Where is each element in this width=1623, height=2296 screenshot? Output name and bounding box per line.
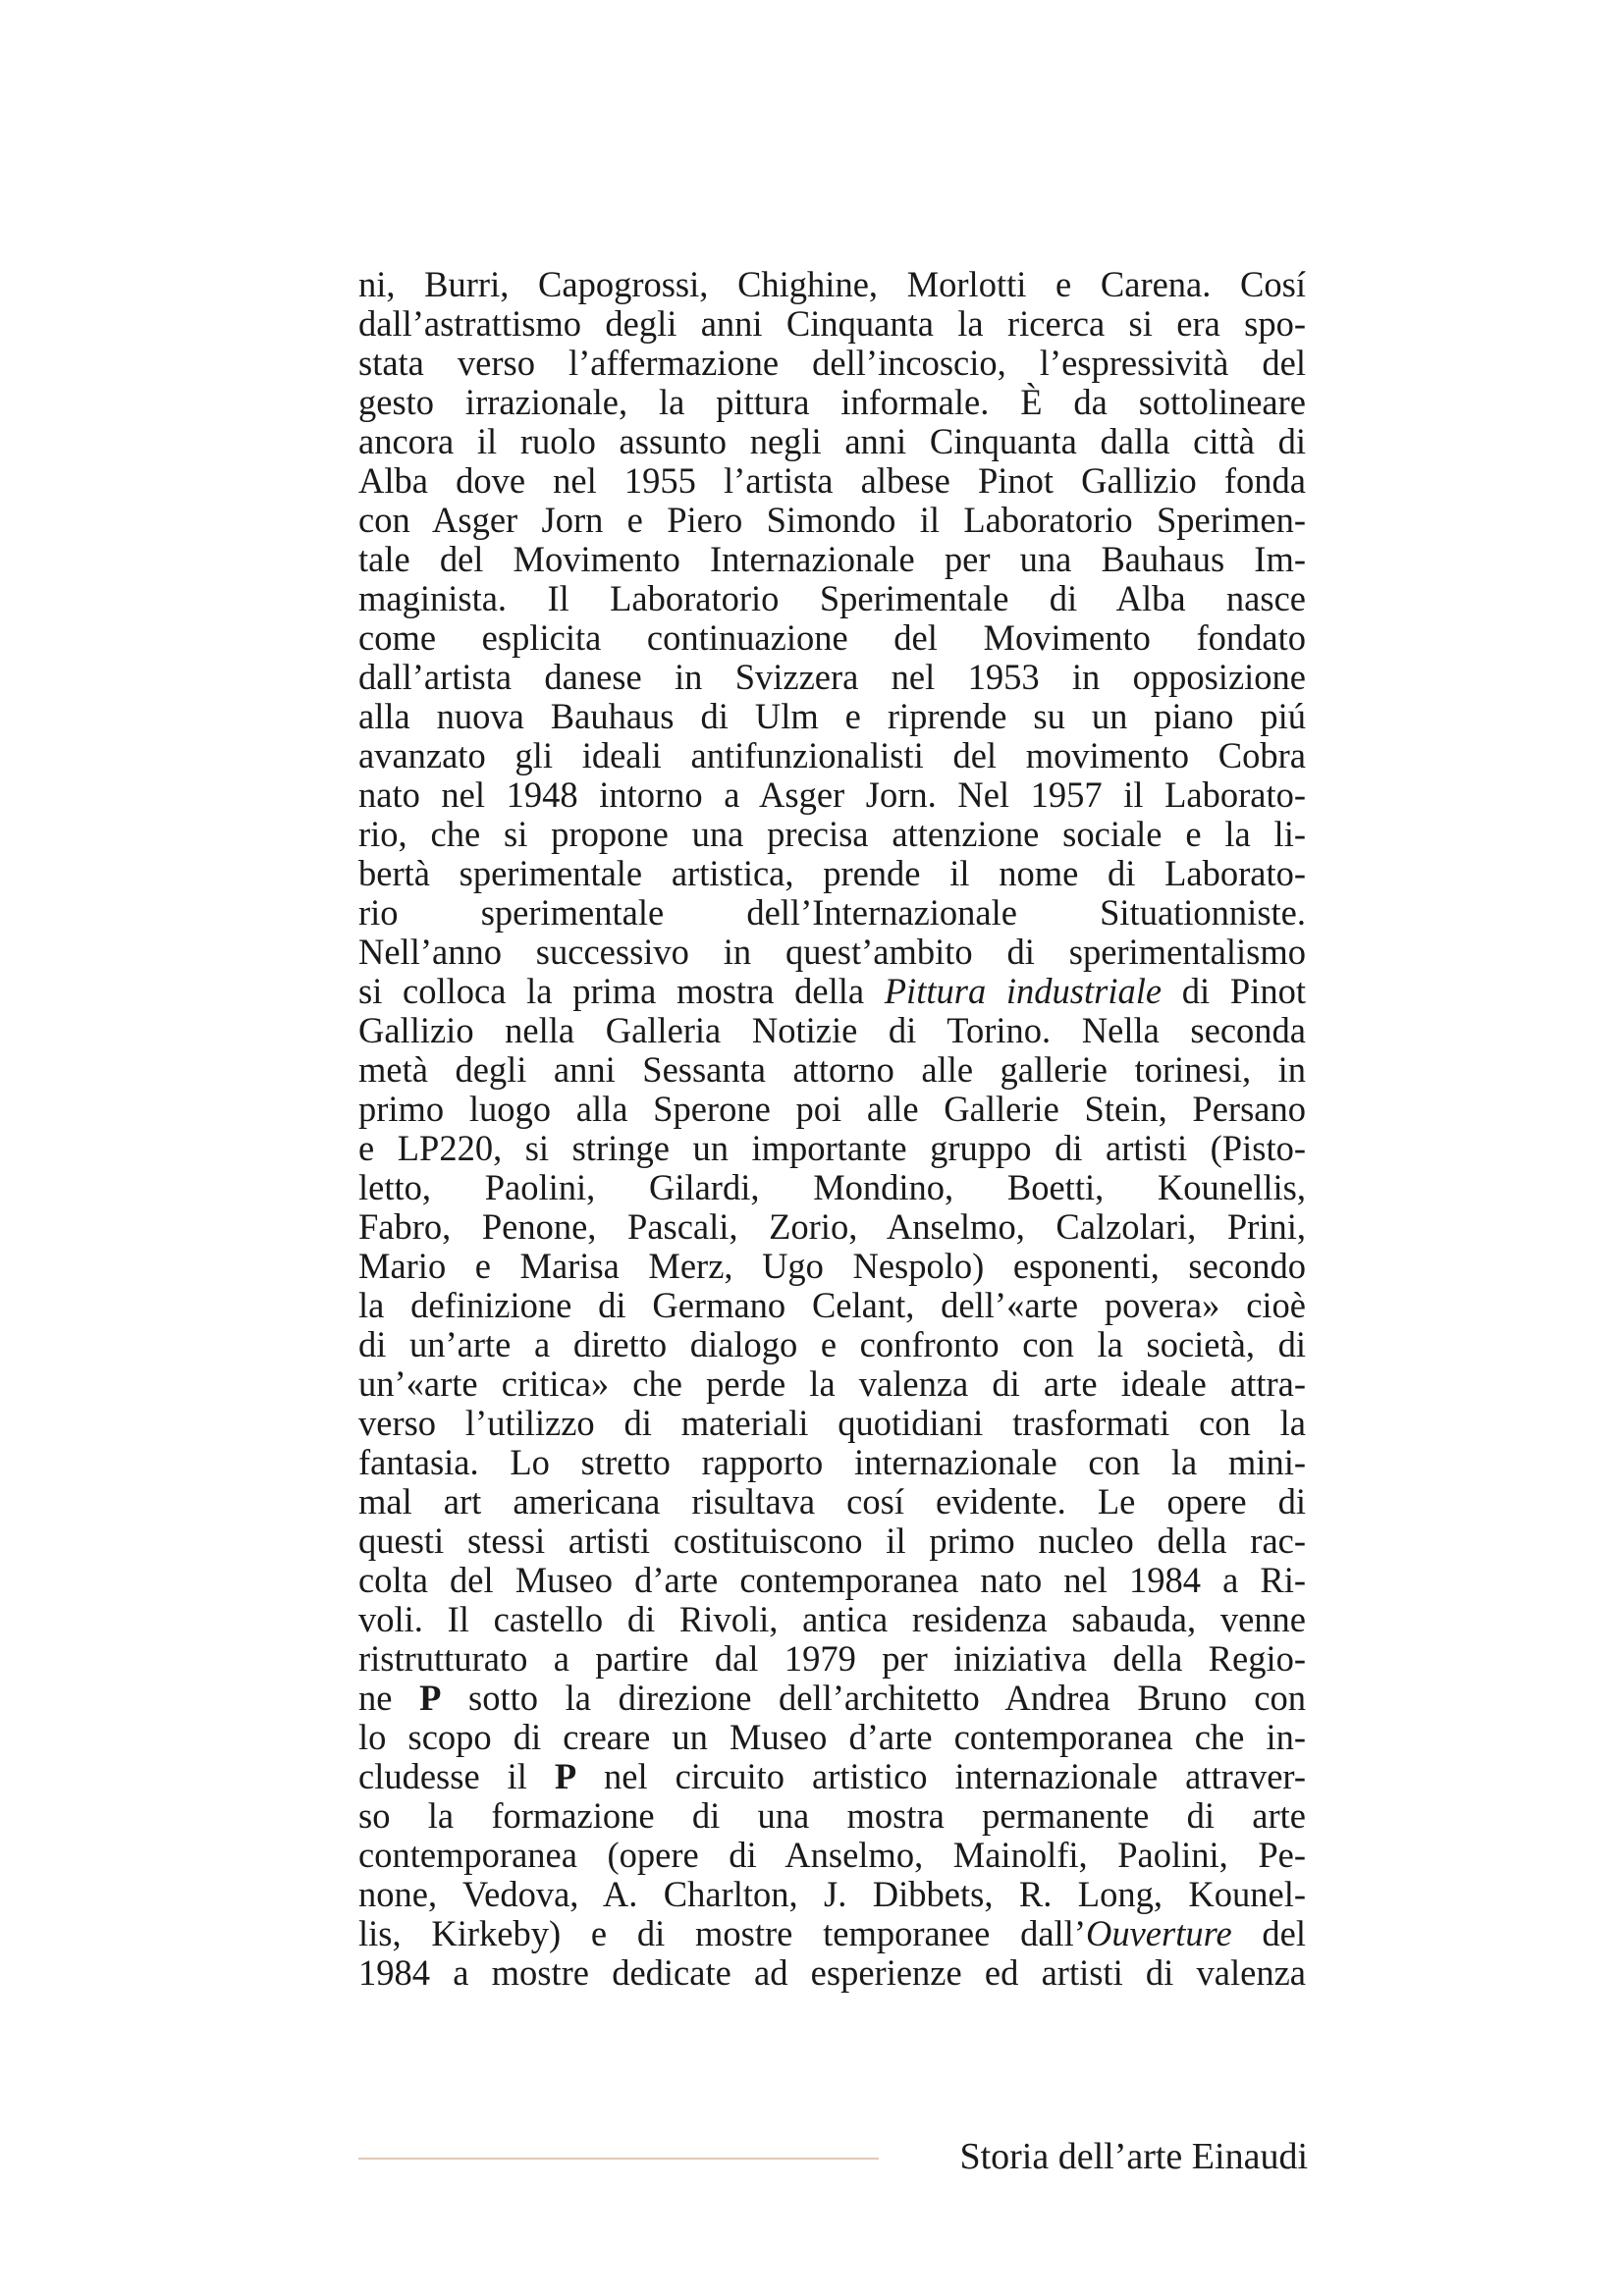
text-line: questi stessi artisti costituiscono il primo nucleo della rac- [358, 1521, 1306, 1561]
text-run: di Pinot [1162, 971, 1306, 1011]
text-line: rio sperimentale dell’Internazionale Situationniste. [358, 892, 1306, 933]
text-line: ancora il ruolo assunto negli anni Cinquanta dalla città di [358, 421, 1306, 461]
text-line: Alba dove nel 1955 l’artista albese Pinot Gallizio fonda [358, 460, 1306, 501]
text-line [358, 972, 1306, 1011]
text-line: letto, Paolini, Gilardi, Mondino, Boetti, Kounellis, [358, 1167, 1306, 1207]
text-line: colta del Museo d’arte contemporanea nato nel 1984 a Ri- [358, 1560, 1306, 1600]
text-line: come esplicita continuazione del Movimento fondato [358, 617, 1306, 658]
page-footer [358, 2132, 1308, 2181]
body-text [358, 265, 1306, 1993]
text-line: Nell’anno successivo in quest’ambito di sperimentalismo [358, 932, 1306, 972]
text-line: con Asger Jorn e Piero Simondo il Laboratorio Sperimen- [358, 500, 1306, 540]
italic-title-pittura-industriale: Pittura industriale [884, 971, 1163, 1011]
text-line: so la formazione di una mostra permanente di arte [358, 1795, 1306, 1836]
footer-divider [358, 2158, 879, 2160]
text-line: fantasia. Lo stretto rapporto internazionale con la mini- [358, 1442, 1306, 1482]
text-line: maginista. Il Laboratorio Sperimentale di Alba nasce [358, 578, 1306, 618]
text-line: contemporanea (opere di Anselmo, Mainolfi, Paolini, Pe- [358, 1835, 1306, 1875]
text-line: primo luogo alla Sperone poi alle Gallerie Stein, Persano [358, 1089, 1306, 1129]
text-line: metà degli anni Sessanta attorno alle gallerie torinesi, in [358, 1049, 1306, 1090]
text-line: verso l’utilizzo di materiali quotidiani trasformati con la [358, 1403, 1306, 1443]
text-line [358, 1914, 1306, 1953]
footer-title: Storia dell’arte Einaudi [959, 2136, 1308, 2177]
text-line: tale del Movimento Internazionale per una Bauhaus Im- [358, 539, 1306, 579]
text-run: lis, Kirkeby) e di mostre temporanee dall’ [358, 1913, 1086, 1953]
text-run: sotto la direzione dell’architetto Andrea Bruno con [441, 1678, 1306, 1718]
text-line: ni, Burri, Capogrossi, Chighine, Morlotti e Carena. Cosí [358, 264, 1306, 304]
text-line: la definizione di Germano Celant, dell’«arte povera» cioè [358, 1285, 1306, 1325]
text-line: e LP220, si stringe un importante gruppo di artisti (Pisto- [358, 1128, 1306, 1168]
text-line: Gallizio nella Galleria Notizie di Torino. Nella seconda [358, 1010, 1306, 1050]
text-run: si colloca la prima mostra della [358, 971, 885, 1011]
text-line: Mario e Marisa Merz, Ugo Nespolo) esponenti, secondo [358, 1246, 1306, 1286]
text-line: 1984 a mostre dedicate ad esperienze ed artisti di valenza [358, 1952, 1306, 1993]
text-line [358, 1757, 1306, 1796]
text-line: dall’artista danese in Svizzera nel 1953 in opposizione [358, 657, 1306, 697]
text-line: mal art americana risultava cosí evidente. Le opere di [358, 1481, 1306, 1522]
text-line: none, Vedova, A. Charlton, J. Dibbets, R. Long, Kounel- [358, 1874, 1306, 1914]
text-line: rio, che si propone una precisa attenzione sociale e la li- [358, 814, 1306, 854]
text-run: nel circuito artistico internazionale attraver- [576, 1756, 1307, 1796]
text-run: del [1231, 1913, 1306, 1953]
text-line: lo scopo di creare un Museo d’arte contemporanea che in- [358, 1717, 1306, 1757]
text-line: dall’astrattismo degli anni Cinquanta la ricerca si era spo- [358, 303, 1306, 344]
text-line: Fabro, Penone, Pascali, Zorio, Anselmo, Calzolari, Prini, [358, 1206, 1306, 1247]
text-line: stata verso l’affermazione dell’incoscio, l’espressività del [358, 343, 1306, 383]
italic-title-ouverture: Ouverture [1085, 1913, 1232, 1953]
text-line: voli. Il castello di Rivoli, antica residenza sabauda, venne [358, 1599, 1306, 1639]
text-line: avanzato gli ideali antifunzionalisti del movimento Cobra [358, 735, 1306, 775]
text-line [358, 1679, 1306, 1718]
text-line: ristrutturato a partire dal 1979 per iniziativa della Regio- [358, 1638, 1306, 1679]
text-line: gesto irrazionale, la pittura informale. È da sottolineare [358, 382, 1306, 422]
text-run: ne [358, 1678, 420, 1718]
bold-abbreviation: P [419, 1678, 442, 1718]
text-line: bertà sperimentale artistica, prende il nome di Laborato- [358, 853, 1306, 893]
text-line: alla nuova Bauhaus di Ulm e riprende su un piano piú [358, 696, 1306, 736]
text-line: un’«arte critica» che perde la valenza di arte ideale attra- [358, 1363, 1306, 1404]
text-line: nato nel 1948 intorno a Asger Jorn. Nel 1957 il Laborato- [358, 774, 1306, 815]
bold-abbreviation: P [554, 1756, 577, 1796]
text-run: cludesse il [358, 1756, 555, 1796]
text-line: di un’arte a diretto dialogo e confronto con la società, di [358, 1324, 1306, 1364]
